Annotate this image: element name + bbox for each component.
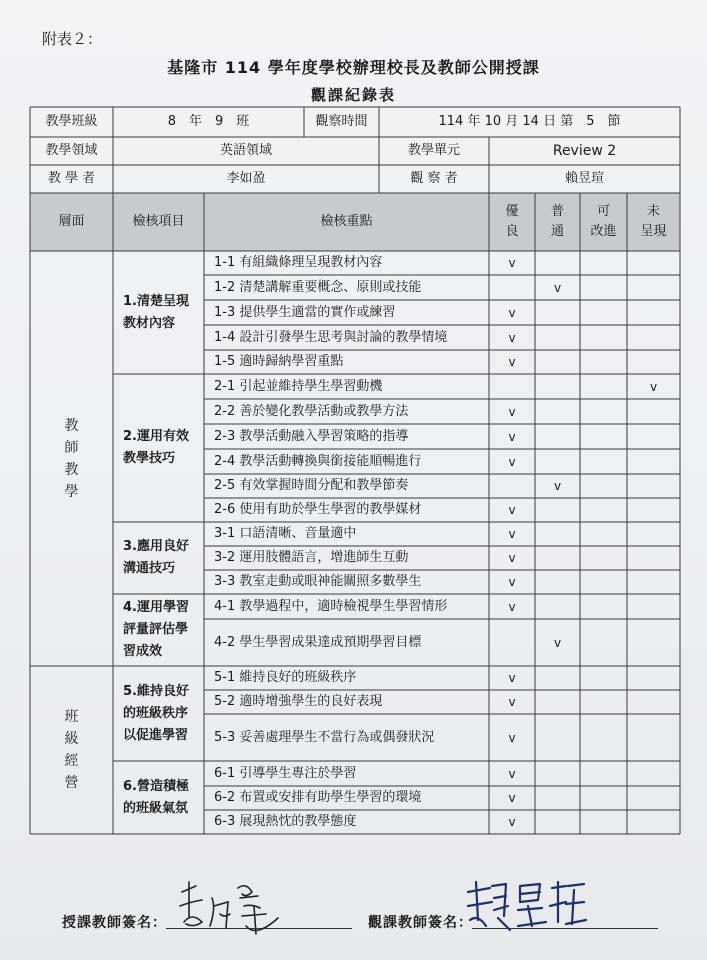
header-rating-excellent: 優良 [489, 193, 535, 251]
criterion-text: 2-6 使用有助於學生學習的教學媒材 [214, 502, 422, 517]
rating-check-mark: v [508, 429, 516, 444]
teacher-signature [172, 878, 292, 948]
criterion-text: 1-4 設計引發學生思考與討論的教學情境 [214, 329, 448, 345]
criterion-text: 6-2 布置或安排有助學生學習的環境 [214, 790, 422, 805]
teacher-label: 教 學 者 [47, 171, 96, 186]
criterion-text: 3-3 教室走動或眼神能關照多數學生 [214, 574, 422, 589]
rating-check-mark: v [508, 330, 516, 345]
header-item: 檢核項目 [113, 193, 204, 251]
domain-value: 英語領域 [219, 143, 272, 158]
criterion-text: 6-3 展現熱忱的教學態度 [214, 814, 357, 829]
rating-check-mark: v [553, 280, 562, 295]
criterion-text: 2-2 善於變化教學活動或教學方法 [214, 403, 409, 419]
header-points: 檢核重點 [204, 193, 489, 251]
form-subtitle: 觀課紀錄表 [310, 86, 396, 104]
form-title: 基隆市 114 學年度學校辦理校長及教師公開授課 [167, 58, 540, 77]
observer-label: 觀 察 者 [410, 171, 458, 186]
rating-check-mark: v [508, 730, 516, 745]
attachment-label: 附表２： [42, 30, 103, 48]
header-rating-average: 普通 [535, 193, 580, 251]
criterion-text: 2-5 有效掌握時間分配和教學節奏 [214, 478, 409, 493]
teacher-value: 李如盈 [226, 171, 266, 186]
rating-check-mark: v [508, 551, 516, 565]
criterion-text: 5-2 適時增強學生的良好表現 [214, 694, 383, 709]
domain-label: 教學領域 [45, 143, 98, 158]
unit-label: 教學單元 [407, 143, 460, 158]
section-label: 1.清楚呈現教材內容 [123, 293, 189, 331]
criterion-text: 1-5 適時歸納學習重點 [214, 354, 344, 369]
rating-check-mark: v [649, 379, 658, 394]
rating-check-mark: v [508, 305, 516, 320]
dimension-label: 班級經營 [64, 709, 79, 791]
criterion-text: 3-2 運用肢體語言，增進師生互動 [214, 550, 409, 565]
section-label: 5.維持良好的班級秩序以促進學習 [123, 683, 189, 743]
time-label: 觀察時間 [315, 114, 368, 129]
observer-signature [462, 876, 588, 936]
rating-check-mark: v [508, 599, 516, 614]
dimension-label: 教師教學 [64, 417, 79, 500]
criterion-text: 2-4 教學活動轉換與銜接能順暢進行 [214, 453, 422, 469]
header-level: 層面 [30, 193, 113, 251]
rating-check-mark: v [508, 404, 516, 419]
criterion-text: 3-1 口語清晰、音量適中 [214, 526, 357, 541]
section-label: 2.運用有效教學技巧 [123, 429, 189, 466]
class-label: 教學班級 [45, 114, 98, 129]
section-label: 6.營造積極的班級氣氛 [123, 778, 189, 816]
observer-signature-label: 觀課教師簽名： [368, 915, 473, 931]
criterion-text: 1-3 提供學生適當的實作或練習 [214, 304, 396, 320]
header-rating-absent: 未 呈現 [627, 193, 680, 251]
rating-check-mark: v [508, 355, 516, 369]
teacher-signature-label: 授課教師簽名： [62, 915, 167, 931]
rating-check-mark: v [508, 695, 516, 709]
header-rating-improve: 可 改進 [580, 193, 627, 251]
section-label: 4.運用學習評量評估學習成效 [123, 600, 189, 659]
rating-check-mark: v [508, 815, 516, 829]
criterion-text: 2-3 教學活動融入學習策略的指導 [214, 428, 409, 444]
rating-check-mark: v [508, 791, 516, 805]
rating-check-mark: v [508, 575, 516, 589]
rating-check-mark: v [508, 527, 516, 541]
criterion-text: 1-2 清楚講解重要概念、原則或技能 [214, 279, 422, 295]
criterion-text: 5-1 維持良好的班級秩序 [214, 670, 357, 685]
section-label: 3.應用良好溝通技巧 [123, 539, 189, 576]
criterion-text: 1-1 有組織條理呈現教材內容 [214, 255, 383, 270]
rating-check-mark: v [508, 671, 516, 685]
criterion-text: 2-1 引起並維持學生學習動機 [214, 378, 383, 394]
criterion-text: 6-1 引導學生專注於學習 [214, 765, 357, 781]
criterion-text: 4-2 學生學習成果達成預期學習目標 [214, 634, 422, 650]
observer-value: 賴昱瑄 [564, 171, 604, 186]
criterion-text: 4-1 教學過程中，適時檢視學生學習情形 [214, 598, 448, 614]
criterion-text: 5-3 妥善處理學生不當行為或偶發狀況 [214, 729, 435, 745]
time-value: 114 年 10 月 14 日 第 5 節 [438, 114, 621, 129]
rating-check-mark: v [553, 479, 562, 493]
rating-check-mark: v [508, 766, 516, 781]
unit-value: Review 2 [552, 143, 617, 159]
rating-check-mark: v [508, 503, 516, 517]
rating-check-mark: v [508, 454, 516, 469]
rating-check-mark: v [553, 635, 562, 650]
class-value: 8 年 9 班 [167, 114, 250, 129]
rating-check-mark: v [508, 256, 516, 270]
